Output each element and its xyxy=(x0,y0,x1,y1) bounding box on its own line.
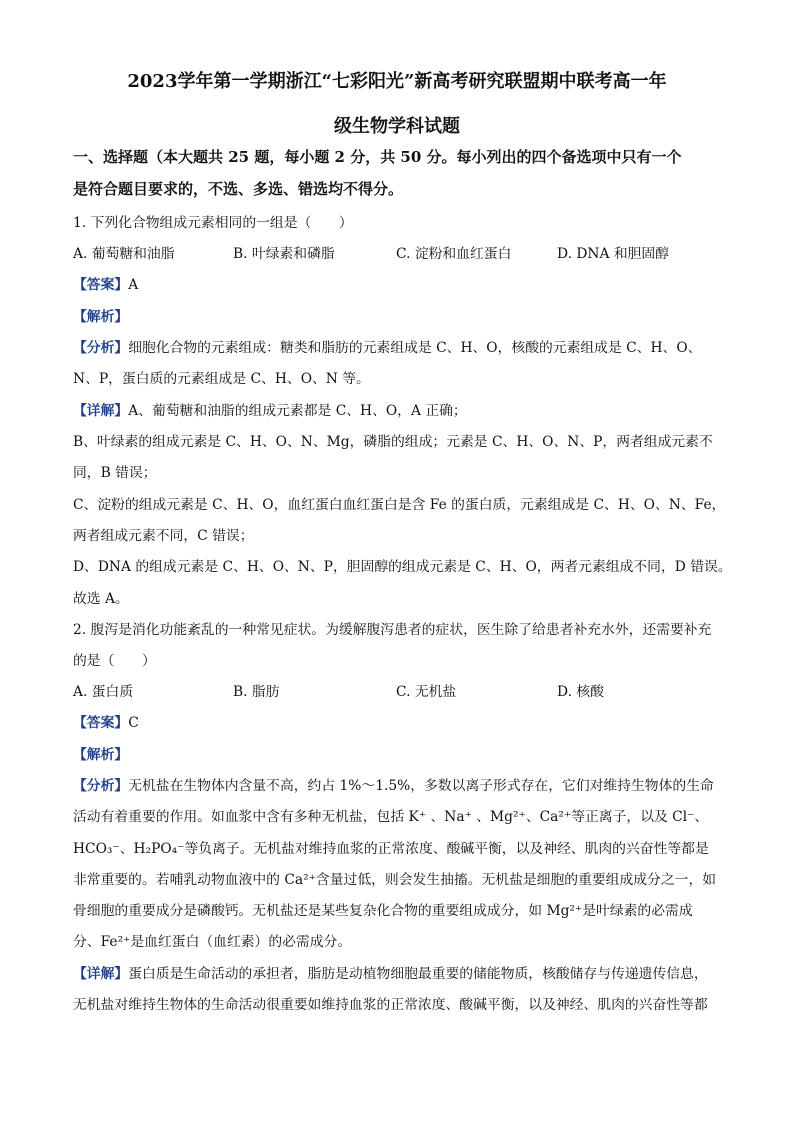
q1-xiangjie-line-3: 同，B 错误； xyxy=(73,465,157,481)
q2-fenxi-line-1 xyxy=(73,777,714,795)
q2-answer xyxy=(73,714,139,732)
xiangjie-tag: 【详解】 xyxy=(73,403,129,419)
q2-xiangjie-text-1: 蛋白质是生命活动的承担者，脂肪是动植物细胞最重要的储能物质，核酸储存与传递遗传信息， xyxy=(128,966,708,982)
q1-xiangjie-line-5: 两者组成元素不同，C 错误； xyxy=(73,528,254,544)
q1-conclusion: 故选 A。 xyxy=(73,591,129,607)
q2-fenxi-line-5: 骨细胞的重要成分是磷酸钙。无机盐还是某些复杂化合物的重要组成成分，如 Mg²⁺是叶绿素的必需成 xyxy=(73,903,693,919)
analysis-tag: 【解析】 xyxy=(73,309,129,325)
analysis-tag: 【解析】 xyxy=(73,747,129,763)
fenxi-tag: 【分析】 xyxy=(73,778,129,794)
section-heading-line-2: 是符合题目要求的，不选、多选、错选均不得分。 xyxy=(73,180,404,198)
q2-fenxi-text-1: 无机盐在生物体内含量不高，约占 1%～1.5%，多数以离子形式存在，它们对维持生物体的生命 xyxy=(128,778,714,794)
q1-xiangjie-line-4: C、淀粉的组成元素是 C、H、O，血红蛋白血红蛋白是含 Fe 的蛋白质，元素组成是 C、H、O、N、Fe， xyxy=(73,497,726,513)
q1-stem: 1. 下列化合物组成元素相同的一组是（ ） xyxy=(73,215,353,231)
answer-tag: 【答案】 xyxy=(73,277,129,293)
q1-fenxi-line-1 xyxy=(73,339,701,357)
q2-option-b: B. 脂肪 xyxy=(233,684,280,700)
doc-title-line-1: 2023学年第一学期浙江“七彩阳光”新高考研究联盟期中联考高一年 xyxy=(127,71,667,92)
q2-fenxi-line-6: 分、Fe²⁺是血红蛋白（血红素）的必需成分。 xyxy=(73,934,352,950)
q1-xiangjie-line-1 xyxy=(73,402,467,420)
q1-xiangjie-line-6: D、DNA 的组成元素是 C、H、O、N、P，胆固醇的组成元素是 C、H、O，两者元素组成不同，D 错误。 xyxy=(73,559,732,575)
q1-option-d: D. DNA 和胆固醇 xyxy=(557,246,670,262)
q2-option-a: A. 蛋白质 xyxy=(73,684,134,700)
q2-analysis xyxy=(73,746,128,764)
q1-xiangjie-text-1: A、葡萄糖和油脂的组成元素都是 C、H、O，A 正确； xyxy=(128,403,467,419)
q1-fenxi-text-1: 细胞化合物的元素组成：糖类和脂肪的元素组成是 C、H、O，核酸的元素组成是 C、H、O、 xyxy=(128,340,702,356)
q1-xiangjie-line-2: B、叶绿素的组成元素是 C、H、O、N、Mg，磷脂的组成；元素是 C、H、O、N、P，两者组成元素不 xyxy=(73,434,713,450)
q2-option-c: C. 无机盐 xyxy=(396,684,457,700)
q2-fenxi-line-3: HCO₃⁻、H₂PO₄⁻等负离子。无机盐对维持血浆的正常浓度、酸碱平衡，以及神经、肌肉的兴奋性等都是 xyxy=(73,841,709,857)
xiangjie-tag: 【详解】 xyxy=(73,966,129,982)
q2-xiangjie-line-2: 无机盐对维持生物体的生命活动很重要如维持血浆的正常浓度、酸碱平衡，以及神经、肌肉的兴奋性等都 xyxy=(73,997,708,1013)
q2-stem-line-2: 的是（ ） xyxy=(73,653,156,669)
fenxi-tag: 【分析】 xyxy=(73,340,129,356)
q1-answer xyxy=(73,276,138,294)
q1-analysis xyxy=(73,308,128,326)
q2-fenxi-line-4: 非常重要的。若哺乳动物血液中的 Ca²⁺含量过低，则会发生抽搐。无机盐是细胞的重要组成成分之一，如 xyxy=(73,872,717,888)
q2-answer-value: C xyxy=(128,715,139,731)
doc-title-line-2: 级生物学科试题 xyxy=(333,116,461,137)
q1-option-b: B. 叶绿素和磷脂 xyxy=(233,246,335,262)
section-heading-line-1: 一、选择题（本大题共 25 题，每小题 2 分，共 50 分。每小列出的四个备选项中只有一个 xyxy=(73,148,682,166)
q1-answer-value: A xyxy=(128,277,139,293)
q2-xiangjie-line-1 xyxy=(73,965,708,983)
q1-option-c: C. 淀粉和血红蛋白 xyxy=(396,246,512,262)
answer-tag: 【答案】 xyxy=(73,715,129,731)
q2-option-d: D. 核酸 xyxy=(557,684,604,700)
q1-fenxi-line-2: N、P，蛋白质的元素组成是 C、H、O、N 等。 xyxy=(73,371,370,387)
q2-stem-line-1: 2. 腹泻是消化功能紊乱的一种常见症状。为缓解腹泻患者的症状，医生除了给患者补充水外，还需要补充 xyxy=(73,622,712,638)
q2-fenxi-line-2: 活动有着重要的作用。如血浆中含有多种无机盐，包括 K⁺ 、Na⁺ 、Mg²⁺、Ca²⁺等正离子，以及 Cl⁻、 xyxy=(73,809,709,825)
q1-option-a: A. 葡萄糖和油脂 xyxy=(73,246,175,262)
